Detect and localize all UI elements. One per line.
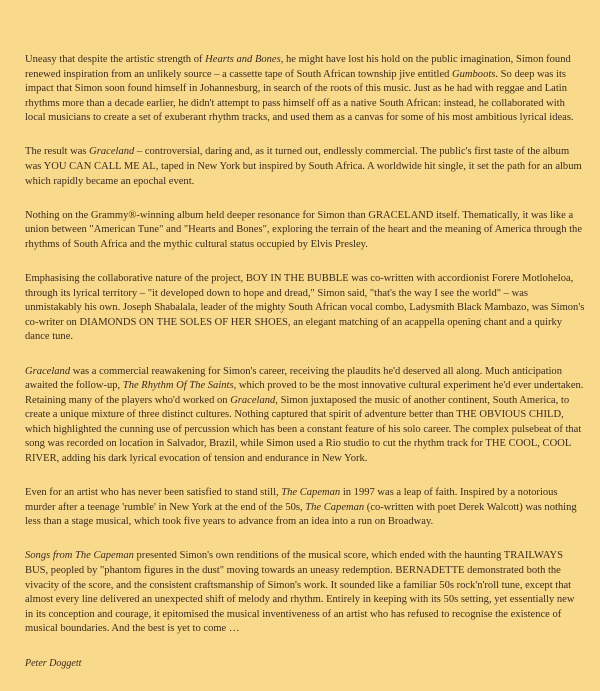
text-run: , which proved to be the most innovative cultural experiment he'd ever undertaken. Retaining many of the players who'd worked on [25,380,584,406]
italic-title: The Rhythm Of The Saints [122,380,234,392]
paragraph [25,209,585,253]
text-run: Even for an artist who has never been satisfied to stand still, [25,487,282,499]
italic-title: The Capeman [281,487,341,499]
italic-title: Graceland [230,394,276,406]
paragraph [25,365,585,467]
paragraph [25,53,585,126]
liner-notes-body [25,53,585,637]
paragraph [25,486,585,530]
text-run: Emphasising the collaborative nature of the project, BOY IN THE BUBBLE was co-written with accordionist Forere Motloheloa, through its lyrical territory – "it developed down to hope and dread," Simon said, "that's the way I see the world" – was unmistakably his own. Joseph Shabalala, leader of the mighty South African vocal combo, Ladysmith Black Mambazo, was Simon's co-writer on DIAMONDS ON THE SOLES OF HER SHOES, an elegant matching of an acappella opening chant and a quirky dance tune. [25,273,585,343]
text-run: (co-written with poet Derek Walcott) was nothing less than a stage musical, which took five years to advance from an idea into a run on Broadway. [25,501,577,528]
text-run: The result was [25,146,90,158]
text-run: in 1997 was a leap of faith. Inspired by a notorious murder after a teenage 'rumble' in New York at the end of the 50s, [25,487,558,513]
paragraph [25,272,585,345]
text-run: was a commercial reawakening for Simon's career, receiving the plaudits he'd deserved all along. Much anticipation awaited the follow-up, [25,365,562,392]
text-run: . So deep was its impact that Simon soon found himself in Johannesburg, in search of the roots of this music. Just as he had with reggae and Latin rhythms more than a decade earlier, he didn't attempt to pass himself off as a native South African: instead, he collaborated with local musicians to create a set of exuberant rhythm tracks, and used them as a canvas for some of his most ambitious lyrical ideas. [25,68,574,124]
italic-title: Songs from The Capeman [25,550,134,562]
paragraph [25,549,585,637]
italic-title: Gumboots [452,68,496,80]
author-signature: Peter Doggett [25,657,82,669]
paragraph [25,145,585,189]
italic-title: The Capeman [305,501,365,513]
text-run: , he might have lost his hold on the public imagination, Simon found renewed inspiration from an unlikely source – a cassette tape of South African township jive entitled [25,54,571,80]
text-run: Nothing on the Grammy®-winning album held deeper resonance for Simon than GRACELAND itself. Thematically, it was like a union between "American Tune" and "Hearts and Bones", exploring the terrain of the heart and the meaning of America through the rhythms of South Africa and the mythic cultural status occupied by Elvis Presley. [25,209,583,250]
italic-title: Hearts and Bones [205,54,281,65]
text-run: presented Simon's own renditions of the musical score, which ended with the haunting TRAILWAYS BUS, peopled by "phantom figures in the dust" moving towards an uneasy redemption. BERNADETTE demonstrated both the vivacity of the score, and the consistent craftsmanship of Simon's work. It sounded like a familiar 50s rock'n'roll tune, except that almost every line delivered an unexpected shift of melody and rhythm. Entirely in keeping with its 50s setting, yet essentially new in its conception and courage, it epitomised the musical inventiveness of an artist who has refused to recognise the existence of musical boundaries. And the best is yet to come … [25,550,575,635]
text-run: – controversial, daring and, as it turned out, endlessly commercial. The public's first taste of the album was YOU CAN CALL ME AL, taped in New York but inspired by South Africa. A worldwide hit single, it set the path for an album which rapidly became an epochal event. [25,146,582,187]
text-run: Uneasy that despite the artistic strength of [25,54,206,65]
italic-title: Graceland [89,146,135,158]
italic-title: Graceland [25,365,71,377]
text-run: , Simon juxtaposed the music of another continent, South America, to create a unique mixture of three distinct cultures. Nothing captured that spirit of adventure better than THE OBVIOUS CHILD, which highlighted the cunning use of percussion which has been a constant feature of his solo career. The complex pulsebeat of that song was recorded on location in Salvador, Brazil, while Simon used a Rio studio to cut the rhythm track for THE COOL, COOL RIVER, adding his dark lyrical evocation of tension and endurance in New York. [25,394,582,465]
